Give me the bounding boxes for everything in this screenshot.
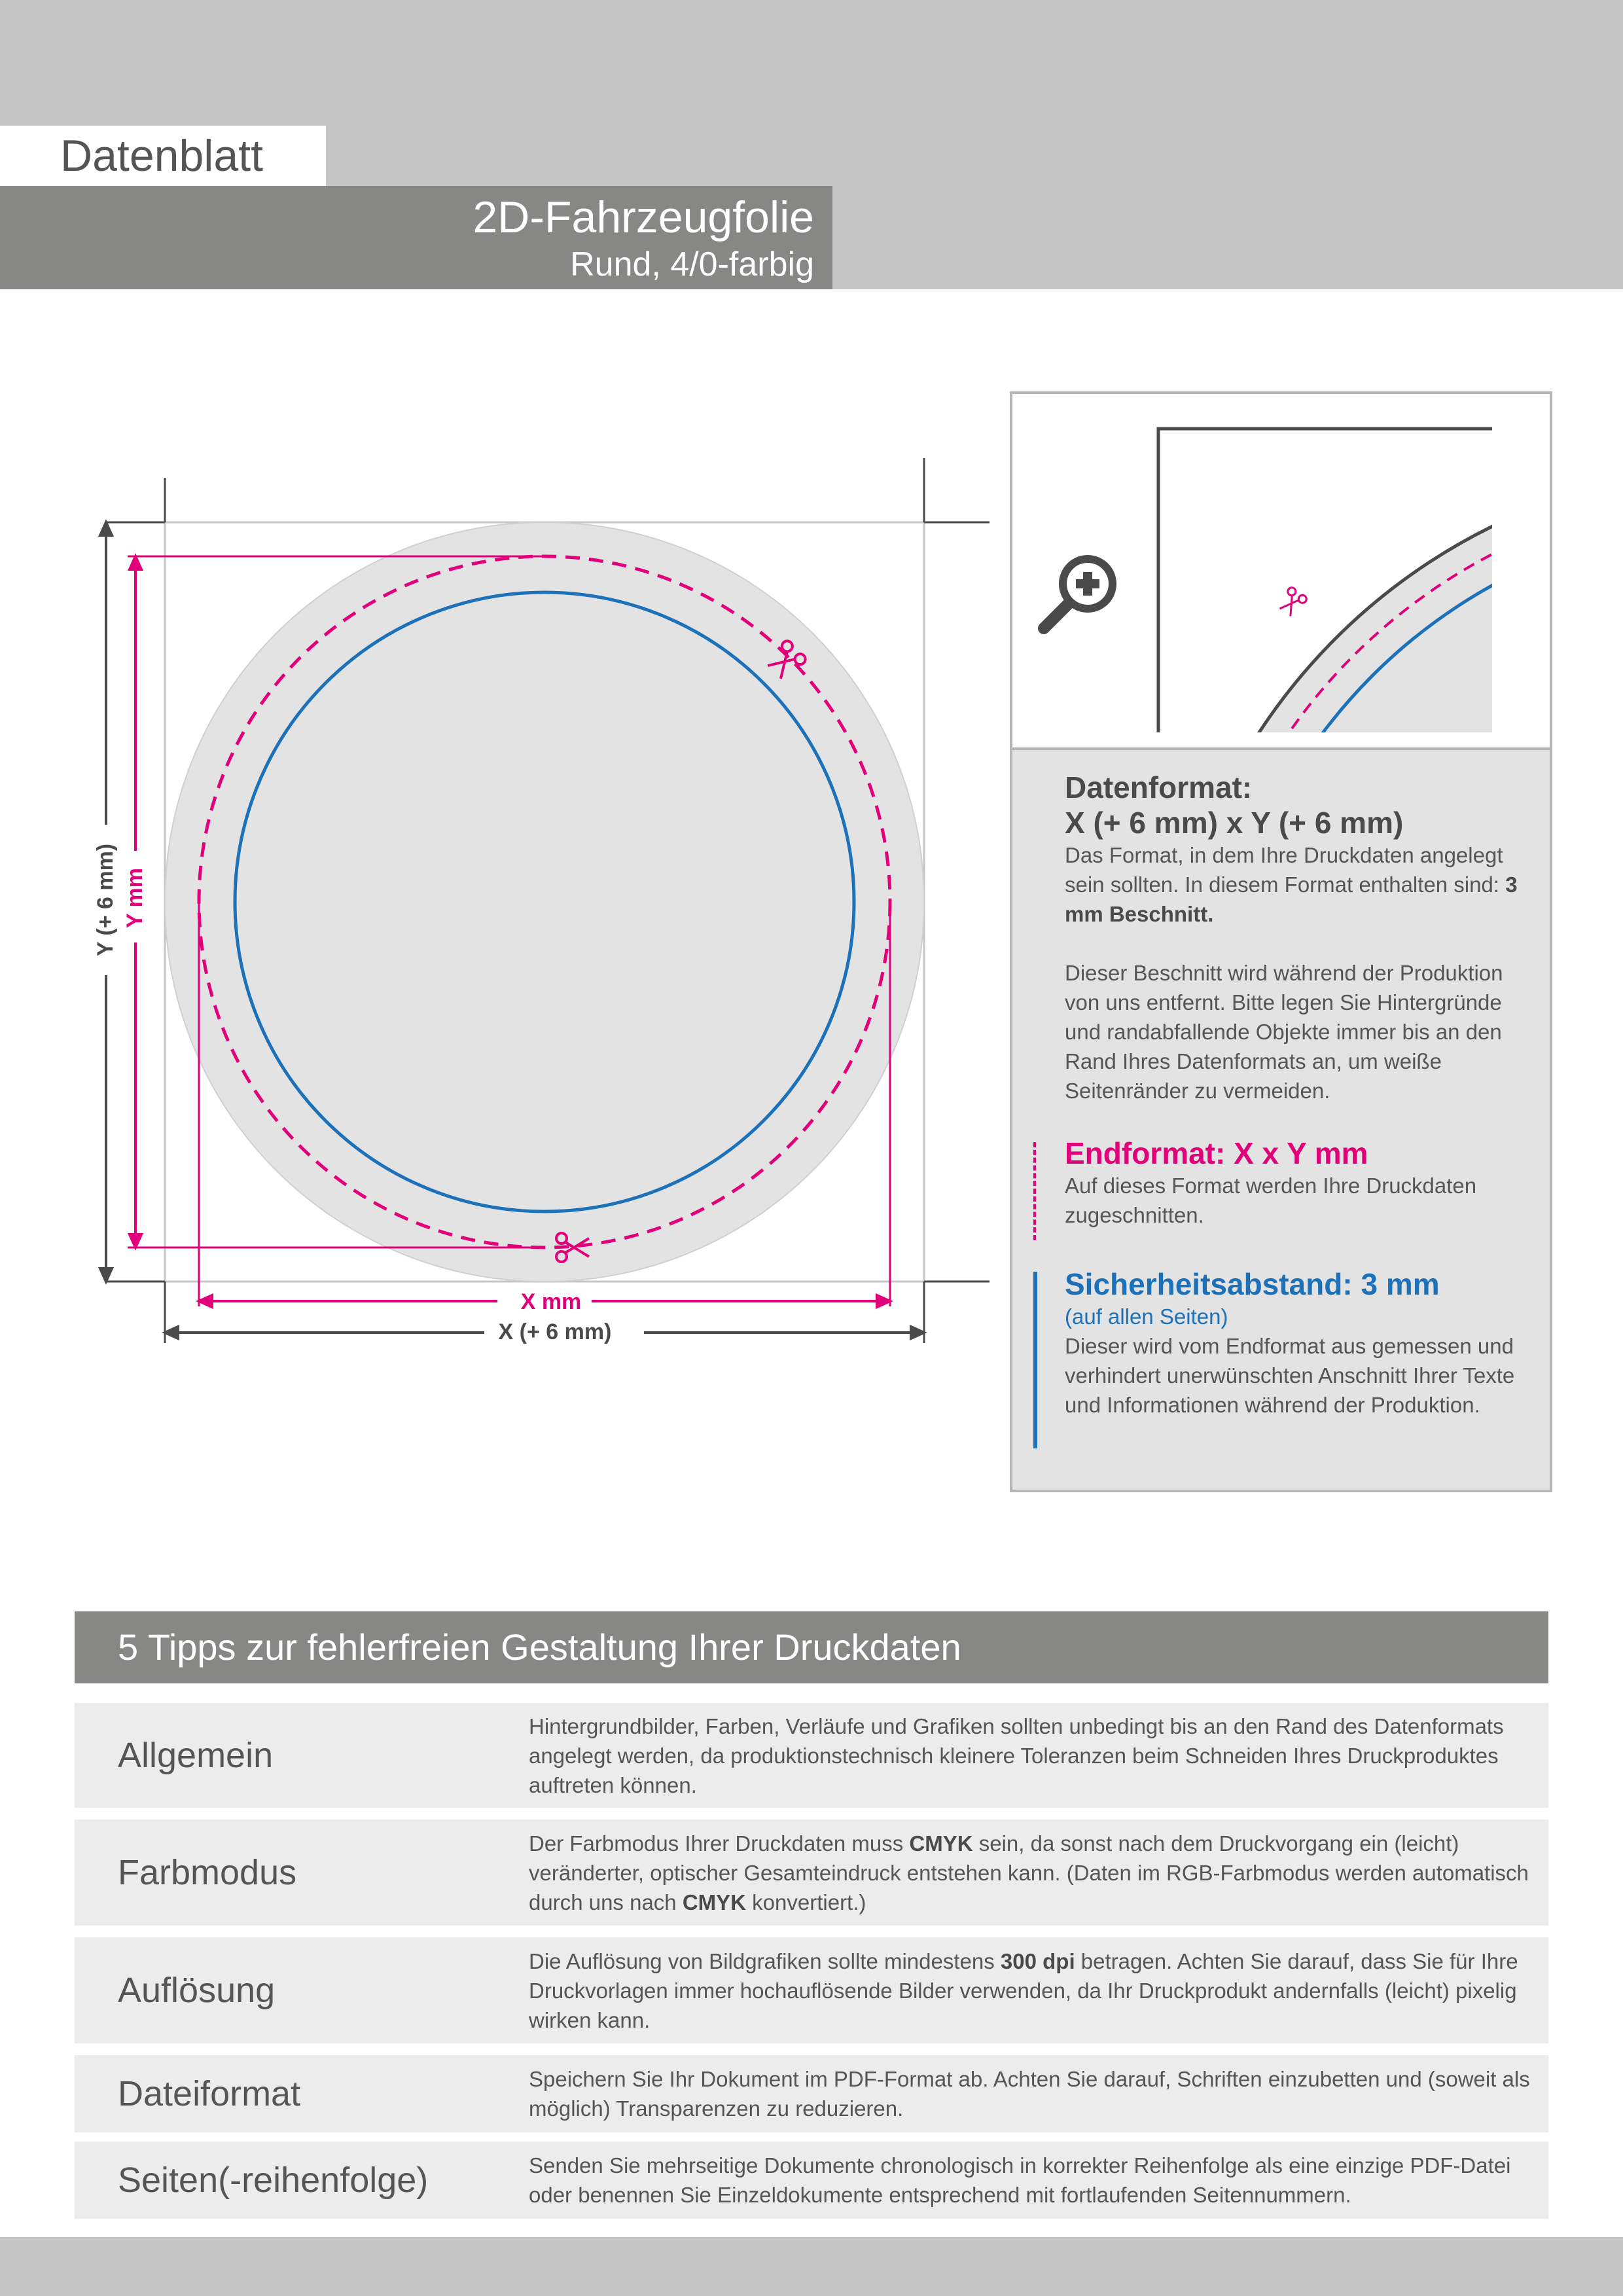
page-title: 2D-Fahrzeugfolie — [473, 192, 814, 242]
endformat-marker — [1033, 1142, 1036, 1240]
tip-text: Speichern Sie Ihr Dokument im PDF-Format ab. Achten Sie darauf, Schriften einzubetten und (soweit als möglich) Transparenzen zu reduzieren. — [529, 2067, 1530, 2121]
tip-row-aufloesung — [75, 1937, 1548, 2043]
tip-row-farbmodus — [75, 1820, 1548, 1926]
tip-text: Hintergrundbilder, Farben, Verläufe und Grafiken sollten unbedingt bis an den Rand des Datenformats angelegt werden, da produktionstechnisch kleinere Toleranzen beim Schneiden Ihres Druckproduktes auftreten können. — [529, 1713, 1504, 1797]
tip-label: Farbmodus — [118, 1853, 297, 1892]
bleed-circle — [165, 522, 924, 1282]
x-inner-label: X mm — [520, 1289, 582, 1314]
safe-marker — [1033, 1272, 1037, 1448]
tip-label: Dateiformat — [118, 2074, 301, 2113]
zoom-inset — [1010, 391, 1552, 750]
tip-label: Allgemein — [118, 1736, 274, 1775]
tip-row-allgemein — [75, 1703, 1548, 1808]
title-block — [0, 186, 832, 289]
y-inner-label: Y mm — [122, 868, 147, 928]
tip-row-seiten — [75, 2142, 1548, 2219]
format-diagram — [0, 393, 1021, 1388]
footer-band — [0, 2237, 1623, 2296]
tip-label: Seiten(-reihenfolge) — [118, 2161, 429, 2200]
tip-label: Auflösung — [118, 1971, 276, 2010]
info-panel — [1010, 750, 1552, 1492]
safe-title: Sicherheitsabstand: 3 mm — [1065, 1267, 1440, 1301]
zoom-bleed-arc — [1163, 466, 1550, 750]
safe-text: Dieser wird vom Endformat aus gemessen und verhindert unerwünschten Anschnitt Ihrer Texte und Informationen während der Produktion. — [1065, 1334, 1515, 1417]
magnifier-plus-icon — [1044, 555, 1116, 628]
datenformat-size: X (+ 6 mm) x Y (+ 6 mm) — [1065, 806, 1404, 840]
datenblatt-label: Datenblatt — [0, 126, 326, 186]
y-outer-label: Y (+ 6 mm) — [93, 843, 118, 957]
endformat-section — [1065, 1136, 1543, 1230]
tip-text: Senden Sie mehrseitige Dokumente chronologisch in korrekter Reihenfolge als eine einzige PDF-Datei oder benennen Sie Einzeldokumente entsprechend mit fortlaufenden Seitennummern. — [529, 2153, 1511, 2207]
tips-header: 5 Tipps zur fehlerfreien Gestaltung Ihrer Druckdaten — [75, 1611, 1548, 1683]
x-outer-label: X (+ 6 mm) — [498, 1319, 612, 1344]
tip-row-dateiformat — [75, 2055, 1548, 2132]
endformat-text: Auf dieses Format werden Ihre Druckdaten zugeschnitten. — [1065, 1174, 1477, 1227]
endformat-title: Endformat: X x Y mm — [1065, 1136, 1368, 1170]
tip-text: Der Farbmodus Ihrer Druckdaten muss CMYK sein, da sonst nach dem Druckvorgang ein (leicht) veränderter, optischer Gesamteindruck entstehen kann. (Daten im RGB-Farbmodus werden automatisch durch uns nach CMYK konvertiert.) — [529, 1831, 1529, 1914]
datenformat-text: Das Format, in dem Ihre Druckdaten angelegt sein sollten. In diesem Format enthalten sind: 3 mm Beschnitt. — [1065, 843, 1518, 926]
tip-text: Die Auflösung von Bildgrafiken sollte mindestens 300 dpi betragen. Achten Sie darauf, dass Sie für Ihre Druckvorlagen immer hochauflösende Bilder verwenden, da Ihr Druckprodukt andernfalls (leicht) pixelig wirken kann. — [529, 1948, 1518, 2032]
beschnitt-text: Dieser Beschnitt wird während der Produktion von uns entfernt. Bitte legen Sie Hintergründe und randabfallende Objekte immer bis an den Rand Ihres Datenformats an, um weiße Seitenränder zu vermeiden. — [1065, 961, 1503, 1103]
safe-section — [1065, 1266, 1543, 1420]
safe-subtitle: (auf allen Seiten) — [1065, 1304, 1228, 1329]
datenformat-title: Datenformat: — [1065, 770, 1253, 804]
zoom-scissors-icon — [1277, 586, 1308, 618]
page-subtitle: Rund, 4/0-farbig — [570, 245, 814, 283]
